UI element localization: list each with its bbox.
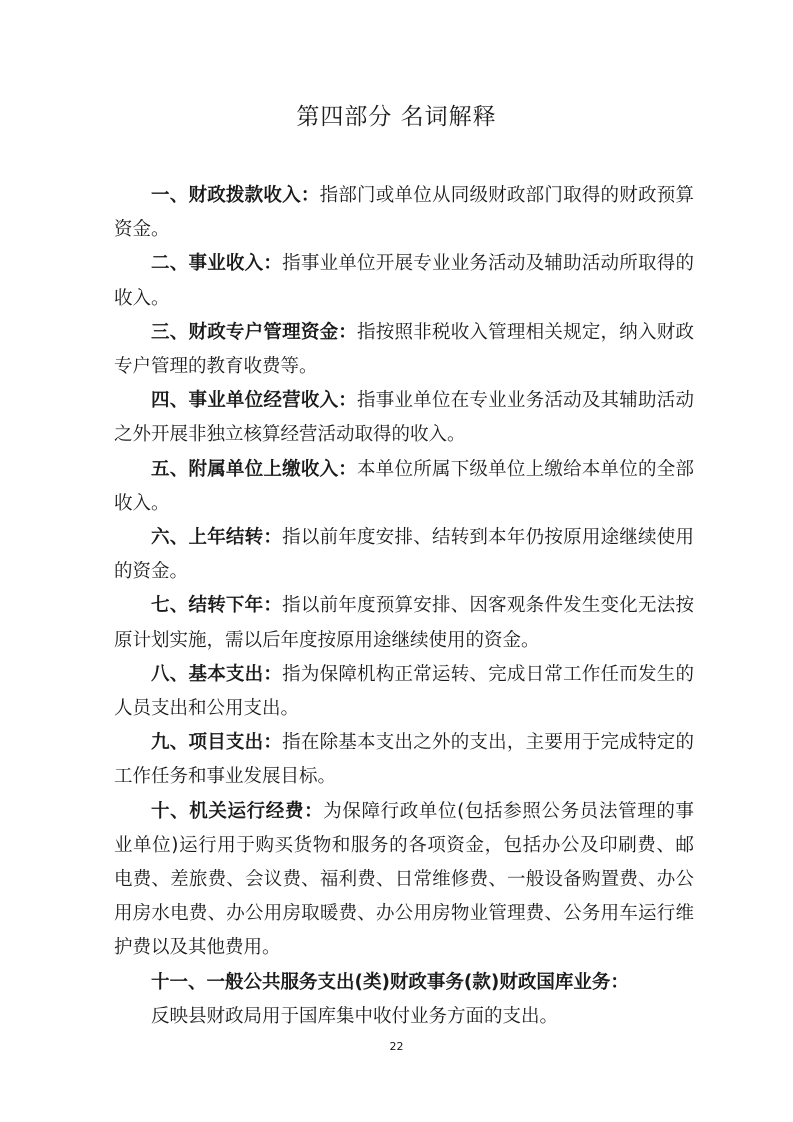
- term-definition: 指事业单位在专业业务活动及其辅助活动之外开展非独立核算经营活动取得的收入。: [114, 390, 694, 446]
- term-name: 一、财政拨款收入：: [151, 185, 320, 206]
- term-name: 二、事业收入：: [151, 253, 283, 275]
- term-definition: 本单位所属下级单位上缴给本单位的全部收入。: [114, 458, 694, 514]
- glossary-term: [114, 179, 694, 247]
- term-name: 五、附属单位上缴收入：: [151, 458, 358, 480]
- term-definition-continuation: 反映县财政局用于国库集中收付业务方面的支出。: [151, 1005, 559, 1027]
- term-name: 九、项目支出：: [151, 732, 283, 754]
- term-definition: 为保障行政单位(包括参照公务员法管理的事业单位)运行用于购买货物和服务的各项资金，包括办公及印刷费、邮电费、差旅费、会议费、福利费、日常维修费、一般设备购置费、办公用房水电费、办公用房取暖费、办公用房物业管理费、公务用车运行维护费以及其他费用。: [114, 800, 694, 959]
- term-definition: 指事业单位开展专业业务活动及辅助活动所取得的收入。: [114, 253, 694, 309]
- glossary-term: [114, 521, 694, 589]
- term-definition: 指以前年度安排、结转到本年仍按原用途继续使用的资金。: [114, 527, 694, 583]
- term-definition: 指在除基本支出之外的支出，主要用于完成特定的工作任务和事业发展目标。: [114, 732, 694, 788]
- term-name: 四、事业单位经营收入：: [151, 390, 358, 412]
- term-name: 十一、一般公共服务支出(类)财政事务(款)财政国库业务：: [151, 971, 629, 993]
- glossary-term: [114, 589, 694, 657]
- glossary-term: [114, 658, 694, 726]
- term-name: 十、机关运行经费：: [151, 800, 324, 822]
- term-name: 三、财政专户管理资金：: [151, 321, 358, 343]
- term-definition: 指按照非税收入管理相关规定，纳入财政专户管理的教育收费等。: [114, 321, 694, 378]
- glossary-term: [114, 384, 694, 452]
- term-definition: 指部门或单位从同级财政部门取得的财政预算资金。: [114, 185, 694, 241]
- glossary-term: [114, 247, 694, 315]
- glossary-term: [114, 795, 694, 966]
- term-definition: 指以前年度预算安排、因客观条件发生变化无法按原计划实施，需以后年度按原用途继续使用的资金。: [114, 595, 694, 651]
- glossary-term: [114, 453, 694, 521]
- term-name: 八、基本支出：: [151, 663, 283, 685]
- glossary-term: [114, 316, 694, 384]
- glossary-list: [114, 179, 694, 1034]
- page-number: 22: [389, 1040, 404, 1053]
- page-title: 第四部分 名词解释: [296, 104, 497, 130]
- glossary-term: [114, 726, 694, 794]
- term-definition: 指为保障机构正常运转、完成日常工作任而发生的人员支出和公用支出。: [114, 663, 694, 720]
- glossary-term: [114, 966, 694, 1000]
- term-name: 七、结转下年：: [151, 595, 283, 617]
- term-name: 六、上年结转：: [151, 527, 283, 549]
